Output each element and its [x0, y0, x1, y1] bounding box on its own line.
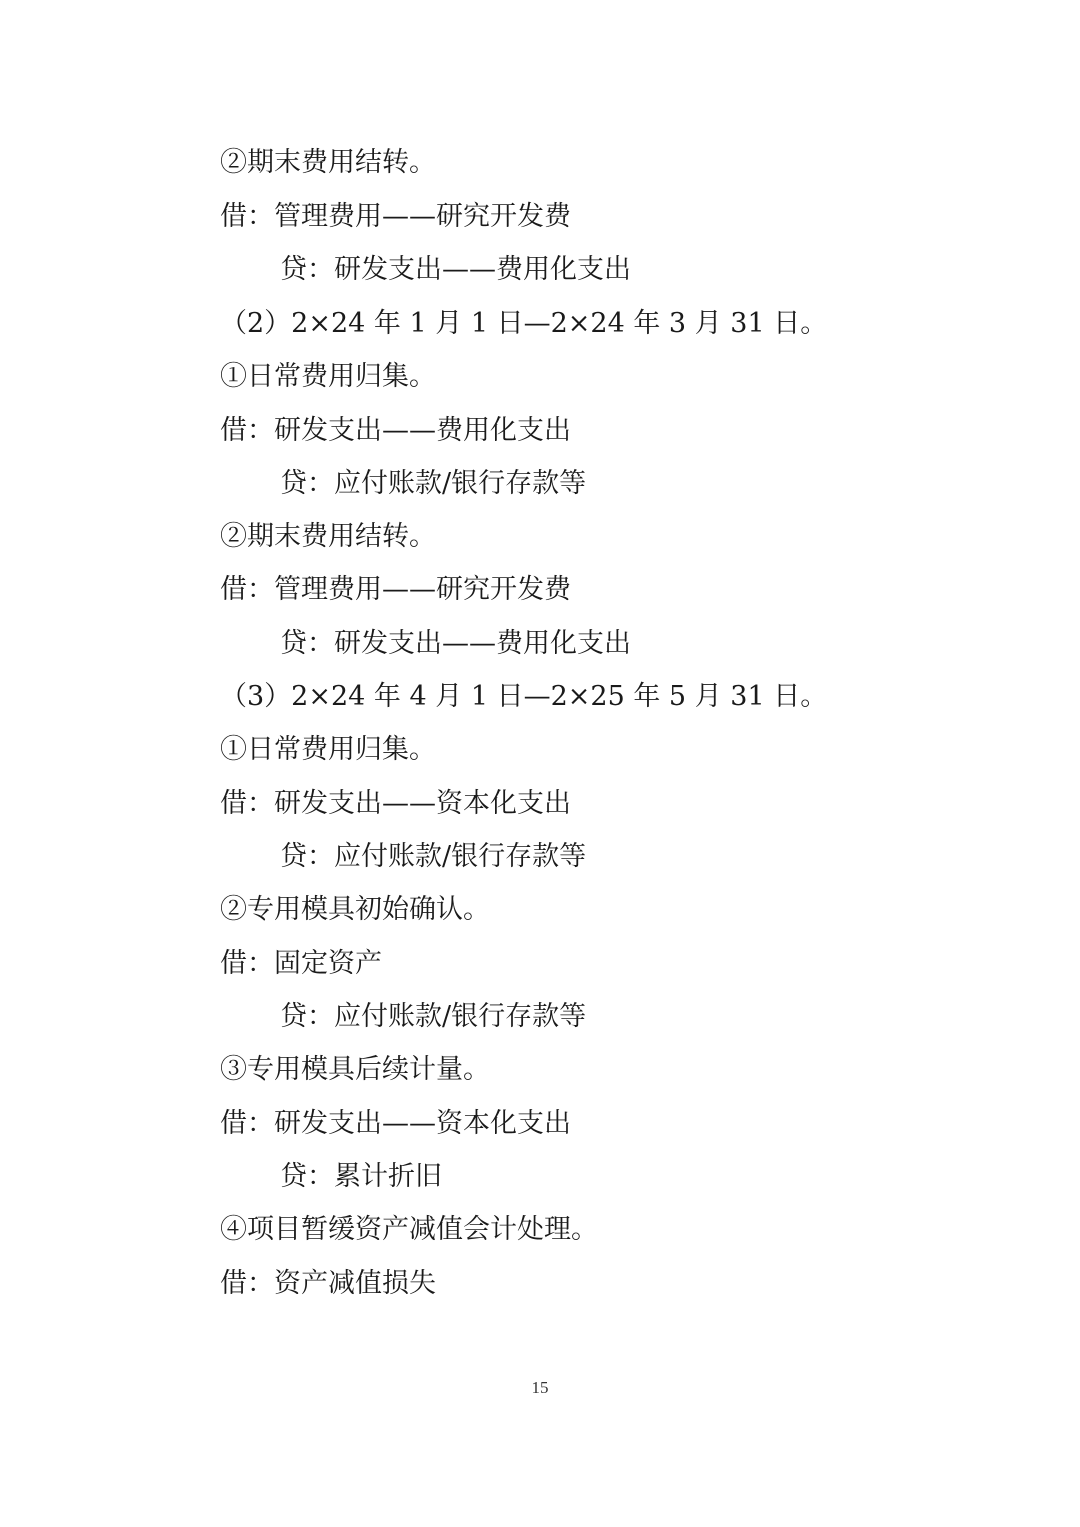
- debit-account: 借：研发支出——资本化支出: [220, 1108, 571, 1139]
- credit-account: 贷：研发支出——费用化支出: [280, 628, 631, 659]
- credit-account: 贷：累计折旧: [280, 1161, 442, 1192]
- debit-account: 借：管理费用——研究开发费: [220, 201, 571, 232]
- credit-account: 贷：研发支出——费用化支出: [280, 254, 631, 285]
- page-number: 15: [531, 1378, 549, 1397]
- debit-account: 借：资产减值损失: [220, 1268, 436, 1299]
- debit-account: 借：固定资产: [220, 948, 382, 979]
- heading-text: ①日常费用归集。: [220, 734, 436, 765]
- heading-text: ③专用模具后续计量。: [220, 1054, 490, 1085]
- debit-account: 借：研发支出——费用化支出: [220, 415, 571, 446]
- heading-text: ④项目暂缓资产减值会计处理。: [220, 1214, 598, 1245]
- debit-account: 借：研发支出——资本化支出: [220, 788, 571, 819]
- debit-account: 借：管理费用——研究开发费: [220, 574, 571, 605]
- heading-text: ②专用模具初始确认。: [220, 894, 490, 925]
- heading-text: （2）2×24 年 1 月 1 日—2×24 年 3 月 31 日。: [220, 308, 828, 339]
- credit-account: 贷：应付账款/银行存款等: [280, 468, 587, 499]
- credit-account: 贷：应付账款/银行存款等: [280, 841, 587, 872]
- heading-text: ②期末费用结转。: [220, 521, 436, 552]
- heading-text: （3）2×24 年 4 月 1 日—2×25 年 5 月 31 日。: [220, 681, 828, 712]
- credit-account: 贷：应付账款/银行存款等: [280, 1001, 587, 1032]
- heading-text: ②期末费用结转。: [220, 147, 436, 178]
- heading-text: ①日常费用归集。: [220, 361, 436, 392]
